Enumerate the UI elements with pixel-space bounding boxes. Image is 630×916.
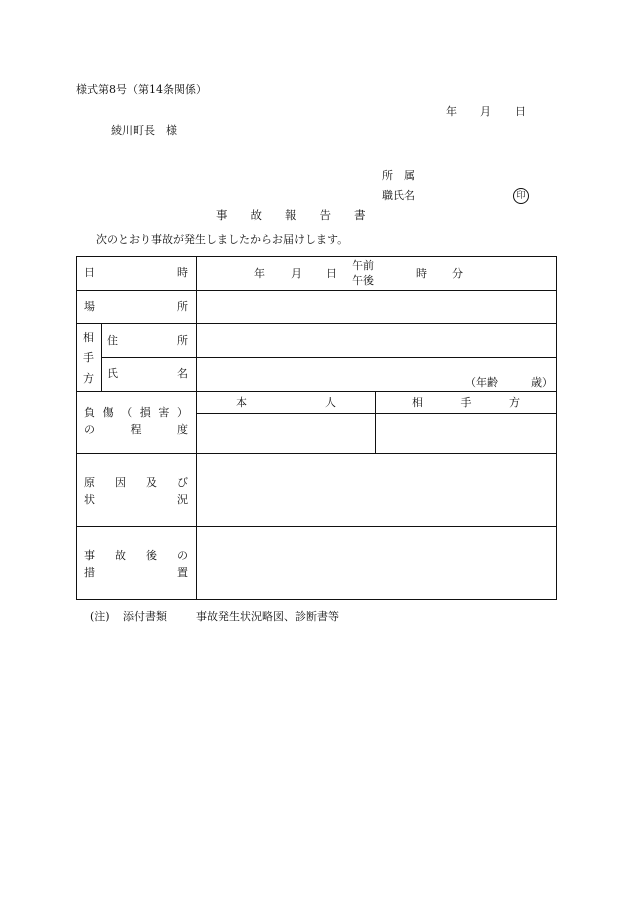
note-label: 添付書類 bbox=[123, 610, 167, 623]
datetime-pm-label: 午後 bbox=[352, 274, 374, 287]
date-year-label: 年 bbox=[446, 105, 457, 118]
injury-self-field[interactable] bbox=[197, 414, 375, 453]
counterparty-label-2: 手 bbox=[83, 351, 94, 364]
name-title-label: 職氏名 bbox=[382, 189, 415, 202]
form-number: 様式第8号（第14条関係） bbox=[76, 83, 207, 96]
cause-field[interactable] bbox=[197, 454, 556, 526]
datetime-field[interactable] bbox=[197, 257, 556, 290]
measures-field[interactable] bbox=[197, 527, 556, 599]
counterparty-name-label: 氏 名 bbox=[107, 367, 188, 380]
injury-label-line2: の 程 度 bbox=[84, 423, 188, 436]
injury-other-header: 相 手 方 bbox=[412, 396, 520, 409]
datetime-year-label: 年 bbox=[254, 267, 265, 280]
counterparty-age-note: （年齢 歳） bbox=[465, 376, 553, 389]
measures-label-line2: 措 置 bbox=[84, 566, 188, 579]
counterparty-address-label: 住 所 bbox=[107, 334, 188, 347]
addressee: 綾川町長 様 bbox=[111, 124, 177, 137]
datetime-minute-label: 分 bbox=[452, 267, 463, 280]
injury-self-header: 本 人 bbox=[236, 396, 336, 409]
datetime-label: 日 時 bbox=[84, 266, 188, 279]
injury-label-line1: 負 傷 （ 損 害 ） bbox=[84, 406, 188, 419]
intro-text: 次のとおり事故が発生しましたからお届けします。 bbox=[96, 233, 349, 246]
affiliation-label: 所 属 bbox=[382, 169, 415, 182]
note-prefix: (注) bbox=[90, 610, 110, 623]
place-label: 場 所 bbox=[84, 300, 188, 313]
date-month-label: 月 bbox=[480, 105, 491, 118]
datetime-hour-label: 時 bbox=[416, 267, 427, 280]
injury-other-field[interactable] bbox=[376, 414, 556, 453]
measures-label-line1: 事 故 後 の bbox=[84, 549, 188, 562]
datetime-am-label: 午前 bbox=[352, 259, 374, 272]
counterparty-label-3: 方 bbox=[83, 372, 94, 385]
datetime-month-label: 月 bbox=[291, 267, 302, 280]
seal-mark: 印 bbox=[513, 188, 529, 204]
accident-report-table bbox=[76, 256, 557, 600]
cause-label-line1: 原 因 及 び bbox=[84, 476, 188, 489]
datetime-day-label: 日 bbox=[326, 267, 337, 280]
date-day-label: 日 bbox=[515, 105, 526, 118]
counterparty-label-1: 相 bbox=[83, 331, 94, 344]
cause-label-line2: 状 況 bbox=[84, 493, 188, 506]
counterparty-address-field[interactable] bbox=[197, 324, 556, 357]
place-field[interactable] bbox=[197, 291, 556, 323]
note-content: 事故発生状況略図、診断書等 bbox=[196, 610, 339, 623]
document-title: 事 故 報 告 書 bbox=[216, 208, 366, 222]
